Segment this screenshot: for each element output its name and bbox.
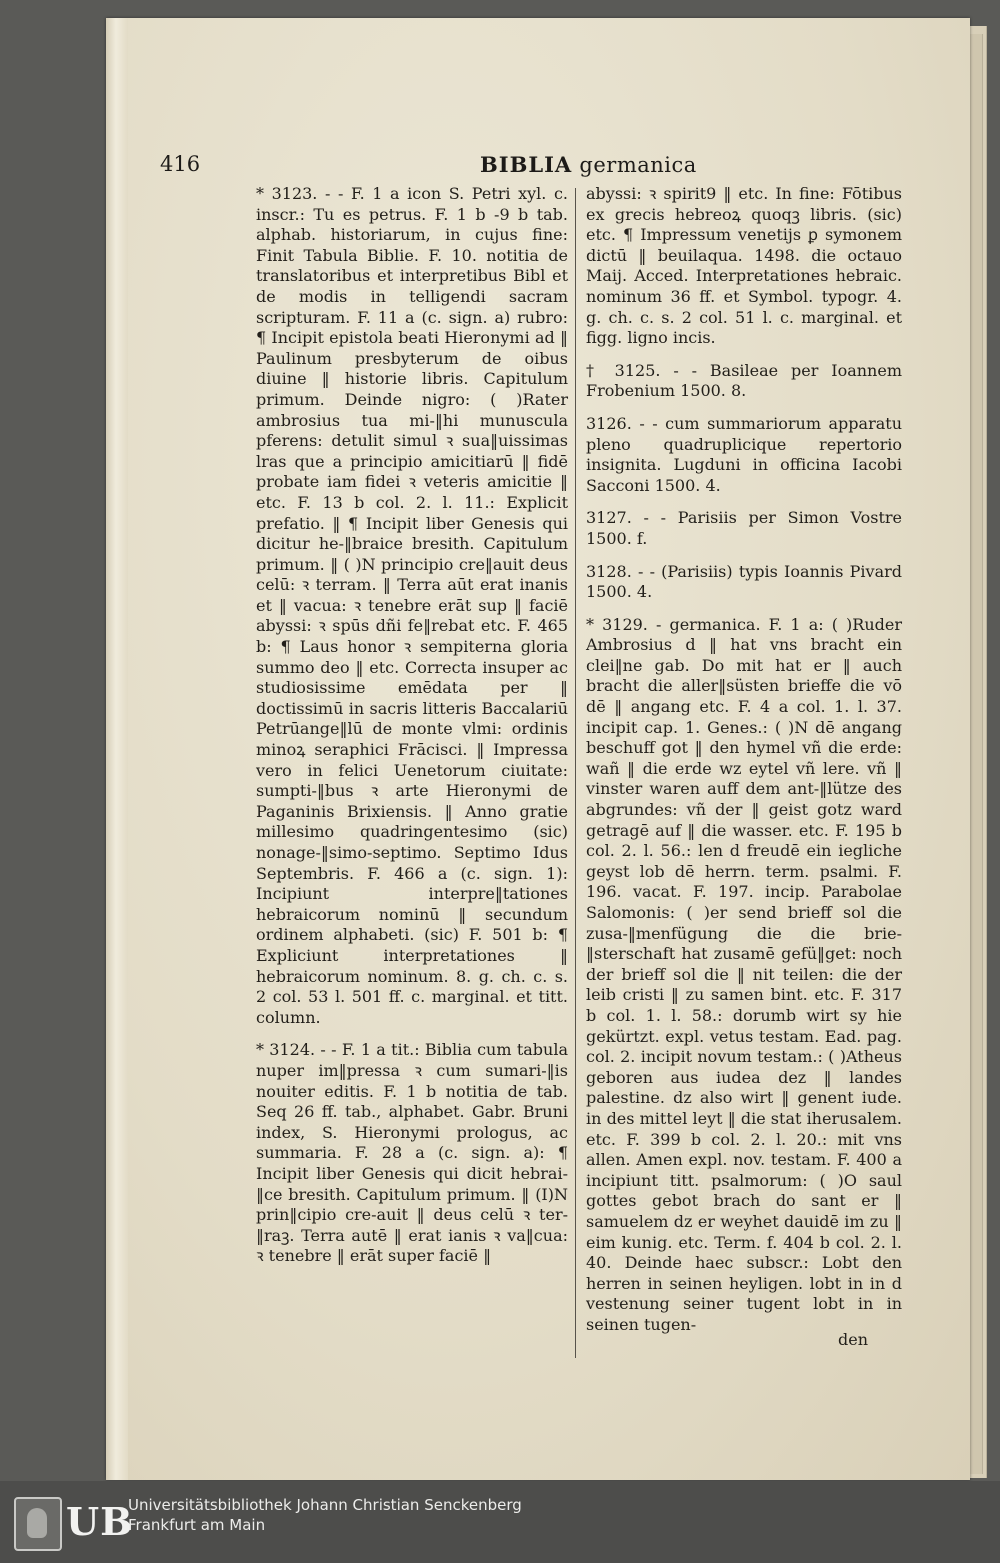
library-name-line1: Universitätsbibliothek Johann Christian Senckenberg [128,1496,522,1514]
column-rule [575,188,576,1358]
entry-text: 3127. - - Parisiis per Simon Vostre 1500. f. [586,508,902,548]
catalog-entry [586,615,902,1336]
running-title-main: BIBLIA [480,152,573,177]
logo-text: UB [66,1499,134,1544]
page-deckle-edge [106,18,128,1480]
catalog-entry [586,562,902,603]
library-footer [0,1481,1000,1563]
running-title [480,152,697,177]
entry-text: * 3123. - - F. 1 a icon S. Petri xyl. c. inscr.: Tu es petrus. F. 1 b -9 b tab. alphab. historiarum, in cujus fine: Finit Tabula Biblie. F. 10. notitia de translatoribus et interpretibus Bibl et de modis in telligendi sacram scripturam. F. 11 a (c. sign. a) rubro: ¶ Incipit epistola beati Hieronymi ad ‖ Paulinum presbyterum de oibus diuine ‖ historie libris. Capitulum primum. Deinde nigro: ( )Rater ambrosius tua mi-‖hi munuscula pferens: detulit simul ꝛ sua‖uissimas lras que a principio amicitiarū ‖ fidē probate iam fidei ꝛ veteris amicitie ‖ etc. F. 13 b col. 2. l. 11.: Explicit prefatio. ‖ ¶ Incipit liber Genesis qui dicitur he-‖braice bresith. Capitulum primum. ‖ ( )N principio cre‖auit deus celū: ꝛ terram. ‖ Terra aūt erat inanis et ‖ vacua: ꝛ tenebre erāt sup ‖ faciē abyssi: ꝛ spūs dñi fe‖rebat etc. F. 465 b: ¶ Laus honor ꝛ sempiterna gloria summo deo ‖ etc. Correcta insuper ac studiosissime emēdata per ‖ doctissimū in sacris litteris Baccalariū Petrūange‖lū de monte vlmi: ordinis minoꝝ seraphici Frācisci. ‖ Impressa vero in felici Uenetorum ciuitate: sumpti-‖bus ꝛ arte Hieronymi de Paganinis Brixiensis. ‖ Anno gratie millesimo quadringentesimo (sic) nonage-‖simo-septimo. Septimo Idus Septembris. F. 466 a (c. sign. 1): Incipiunt interpre‖tationes hebraicorum nominū ‖ secundum ordinem alphabeti. (sic) F. 501 b: ¶ Expliciunt interpretationes ‖ hebraicorum nominum. 8. g. ch. c. s. 2 col. 53 l. 501 ff. c. marginal. et titt. column. [256,184,568,1027]
page-number: 416 [160,152,201,176]
running-header [160,146,880,186]
library-name [128,1495,522,1535]
entry-text: 3128. - - (Parisiis) typis Ioannis Pivard 1500. 4. [586,561,902,602]
library-name-line2: Frankfurt am Main [128,1516,266,1534]
catalog-entry [586,184,902,349]
catchword: den [838,1330,869,1349]
left-column [256,184,568,1279]
entry-text: * 3129. - germanica. F. 1 a: ( )Ruder Ambrosius d ‖ hat vns bracht ein clei‖ne gab. Do mit hat er ‖ auch bracht die aller‖süsten brieffe die vō dē ‖ angang etc. F. 4 a col. 1. l. 37. incipit cap. 1. Genes.: ( )N dē angang beschuff got ‖ den hymel vñ die erde: wañ ‖ die erde wz eytel vñ lere. vñ ‖ vinster waren auff dem ant-‖lütze des abgrundes: vñ der ‖ geist gotz ward getragē auf ‖ die wasser. etc. F. 195 b col. 2. l. 56.: len d freudē ein iegliche geyst lob dē herrn. term. psalmi. F. 196. vacat. F. 197. incip. Parabolae Salomonis: ( )er send brieff sol die zusa-‖menfügung die die brie-‖sterschaft hat zusamē gefü‖get: noch der brieff sol die ‖ nit teilen: die der leib cristi ‖ zu samen bint. etc. F. 317 b col. 1. l. 58.: dorumb wirt sy hie gekürtzt. expl. vetus testam. Ead. pag. col. 2. incipit novum testam.: ( )Atheus geboren aus iudea dez ‖ landes palestine. dz also wirt ‖ genent iude. in des mittel leyt ‖ die stat iherusalem. etc. F. 399 b col. 2. l. 20.: mit vns allen. Amen expl. nov. testam. F. 400 a incipiunt titt. psalmorum: ( )O saul gottes gebot brach do sant er ‖ samuelem dz er weyhet dauidē im zu ‖ eim kunig. etc. Term. f. 404 b col. 2. l. 40. Deinde haec subscr.: Lobt den herren in seinen heyligen. lobt in in d vestenung seiner tugent lobt in in seinen tugen- [586,614,902,1334]
running-title-sub: germanica [579,153,697,177]
entry-text: 3126. - - cum summariorum apparatu pleno quadruplicique repertorio insignita. Lugduni in officina Iacobi Sacconi 1500. 4. [586,413,902,495]
catalog-entry [586,508,902,549]
entry-text: † 3125. - - Basileae per Ioannem Frobenium 1500. 8. [586,360,902,401]
portrait-seal-icon [14,1497,62,1551]
right-column [586,184,902,1347]
catalog-entry [256,184,568,1028]
catalog-entry [586,361,902,402]
catalog-entry [586,414,902,496]
catalog-entry [256,1040,568,1267]
entry-text: abyssi: ꝛ spirit9 ‖ etc. In fine: Fōtibus ex grecis hebreoꝝ quoqꝫ libris. (sic) etc. ¶ Impressum venetijs ꝑ symonem dictū ‖ beuilaqua. 1498. die octauo Maij. Acced. Interpretationes hebraic. nominum 36 ff. et Symbol. typogr. 4. g. ch. c. s. 2 col. 51 l. c. marginal. et figg. ligno incis. [586,184,902,348]
ub-logo[interactable] [14,1491,134,1551]
entry-text: * 3124. - - F. 1 a tit.: Biblia cum tabula nuper im‖pressa ꝛ cum sumari-‖is nouiter editis. F. 1 b notitia de tab. Seq 26 ff. tab., alphabet. Gabr. Bruni index, S. Hieronymi prologus, ac summaria. F. 28 a (c. sign. a): ¶ Incipit liber Genesis qui dicit hebrai-‖ce bresith. Capitulum primum. ‖ (I)N prin‖cipio cre-auit ‖ deus celū ꝛ ter-‖raꝫ. Terra autē ‖ erat ianis ꝛ va‖cua: ꝛ tenebre ‖ erāt super faciē ‖ [256,1040,568,1266]
